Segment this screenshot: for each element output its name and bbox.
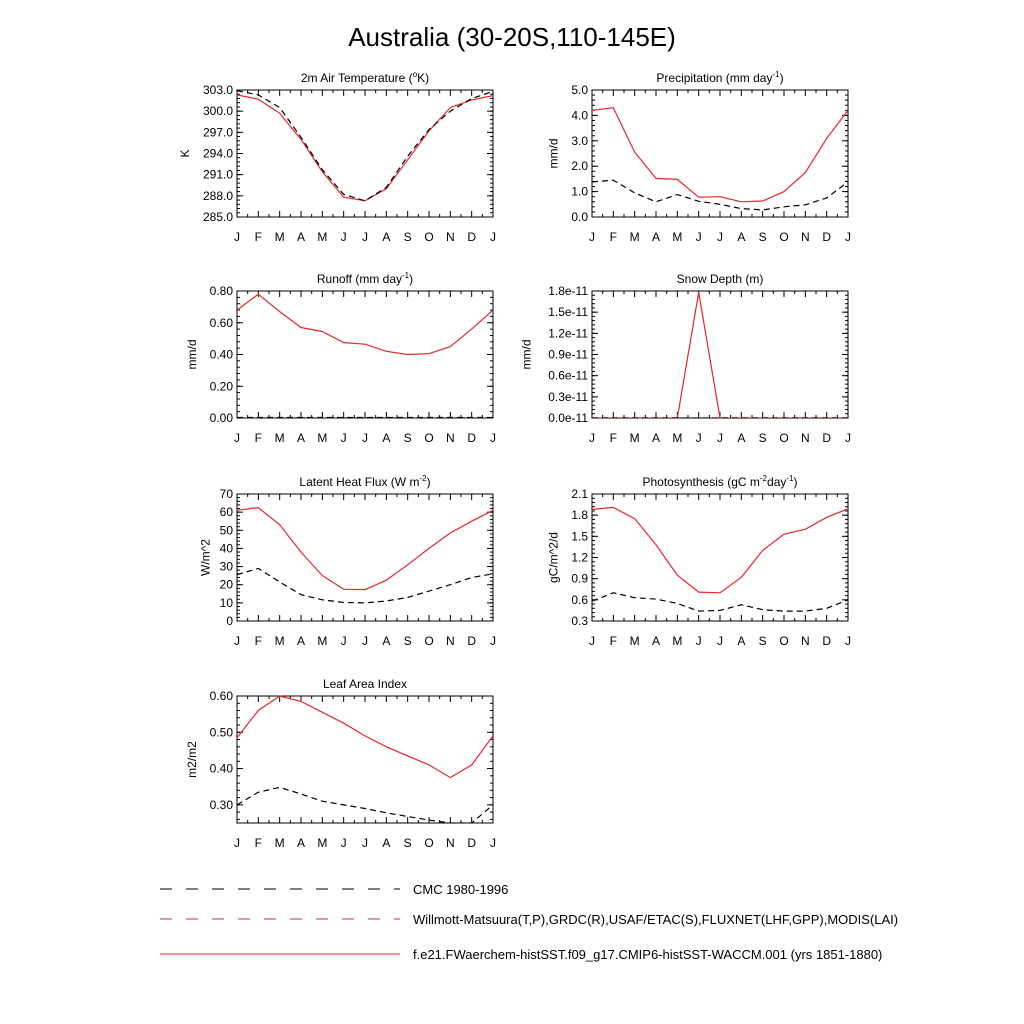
x-tick-label: J [695, 431, 702, 445]
y-tick-label: 5.0 [571, 83, 588, 97]
x-tick-label: D [467, 230, 477, 244]
x-tick-label: J [589, 431, 595, 445]
x-tick-label: F [609, 431, 618, 445]
series-line-model [237, 508, 493, 590]
x-tick-label: A [651, 230, 661, 244]
x-tick-label: J [362, 634, 368, 648]
y-tick-label: 1.0 [571, 184, 588, 199]
x-tick-label: J [490, 230, 496, 244]
y-axis-label: W/m^2 [198, 539, 213, 576]
chart-panel-1 [178, 70, 496, 244]
legend-label-cmc: CMC 1980-1996 [413, 882, 509, 897]
panel-title-part: ) [779, 71, 784, 85]
x-tick-label: A [737, 634, 746, 648]
x-tick-label: S [758, 634, 767, 648]
x-tick-label: J [845, 634, 851, 648]
y-tick-label: 297.0 [202, 125, 233, 140]
x-tick-label: N [800, 634, 810, 648]
y-tick-label: 1.5 [571, 529, 588, 544]
series-line-model [592, 108, 848, 202]
y-tick-label: 291.0 [202, 167, 233, 182]
series-line-model [592, 507, 848, 592]
y-tick-label: 294.0 [202, 146, 233, 161]
x-tick-label: J [490, 634, 496, 648]
x-tick-label: M [274, 634, 285, 648]
y-tick-label: 1.5e-11 [548, 305, 588, 320]
chart-panel-7 [185, 677, 496, 850]
x-tick-label: J [362, 230, 368, 244]
y-tick-label: 0.3e-11 [548, 389, 588, 404]
x-tick-label: S [403, 431, 412, 445]
panel-title-part: Precipitation (mm day [656, 71, 773, 85]
x-tick-label: M [629, 230, 640, 244]
x-tick-label: N [445, 836, 455, 850]
x-tick-label: N [445, 431, 455, 445]
x-tick-label: J [340, 230, 347, 244]
panel-title-part: ) [793, 475, 798, 489]
x-tick-label: J [234, 230, 240, 244]
x-tick-label: J [717, 230, 723, 244]
x-tick-label: D [822, 634, 832, 648]
y-axis-label: gC/m^2/d [546, 532, 561, 583]
x-tick-label: J [490, 836, 496, 850]
plot-frame [237, 90, 493, 217]
plot-frame [237, 291, 493, 418]
x-tick-label: M [672, 431, 683, 445]
panel-title-part: 2m Air Temperature ( [300, 71, 413, 85]
x-tick-label: J [362, 431, 368, 445]
x-tick-label: M [274, 431, 285, 445]
plot-frame [237, 494, 493, 621]
x-tick-label: J [589, 634, 595, 648]
y-tick-label: 0 [226, 614, 233, 628]
y-tick-label: 1.8 [571, 508, 588, 523]
plot-frame [592, 291, 848, 418]
figure-title: Australia (30-20S,110-145E) [348, 22, 676, 52]
panel-title [317, 271, 413, 286]
x-tick-label: J [490, 431, 496, 445]
x-tick-label: A [296, 836, 306, 850]
x-tick-label: D [822, 230, 832, 244]
y-tick-label: 0.40 [209, 347, 233, 362]
y-tick-label: 0.3 [571, 614, 588, 628]
chart-panel-6 [547, 474, 851, 648]
x-tick-label: M [629, 431, 640, 445]
y-tick-label: 300.0 [202, 104, 233, 119]
x-tick-label: D [467, 634, 477, 648]
x-tick-label: J [695, 230, 702, 244]
x-tick-label: N [800, 230, 810, 244]
chart-panel-3 [185, 271, 496, 445]
panel-title-part: Snow Depth (m) [676, 272, 764, 286]
x-tick-label: N [445, 230, 455, 244]
x-tick-label: M [317, 431, 328, 445]
plot-frame [237, 696, 493, 823]
plot-frame [592, 494, 848, 621]
y-axis-label: m2/m2 [184, 741, 199, 778]
y-tick-label: 70 [219, 487, 233, 501]
series-line-model [237, 696, 493, 778]
chart-panels [178, 70, 851, 850]
x-tick-label: F [254, 230, 263, 244]
x-tick-label: M [672, 230, 683, 244]
series-line-model [592, 292, 848, 418]
y-tick-label: 1.2 [571, 550, 588, 565]
y-tick-label: 0.0e-11 [548, 411, 588, 425]
x-tick-label: M [274, 836, 285, 850]
series-line-obs [237, 568, 493, 603]
x-tick-label: M [317, 230, 328, 244]
x-tick-label: F [254, 431, 263, 445]
panel-title [656, 70, 783, 85]
x-tick-label: O [424, 634, 434, 648]
y-tick-label: 3.0 [571, 133, 588, 148]
y-tick-label: 303.0 [202, 83, 233, 97]
series-line-obs [592, 593, 848, 611]
y-tick-label: 0.30 [209, 797, 233, 812]
x-tick-label: N [445, 634, 455, 648]
x-tick-label: S [403, 230, 412, 244]
y-tick-label: 0.60 [209, 689, 233, 703]
x-tick-label: J [234, 836, 240, 850]
y-tick-label: 0.0 [571, 210, 588, 224]
x-tick-label: D [822, 431, 832, 445]
y-tick-label: 50 [219, 523, 233, 538]
chart-panel-4 [519, 272, 851, 445]
panel-title-part: Leaf Area Index [322, 677, 408, 691]
x-tick-label: S [403, 836, 412, 850]
x-tick-label: A [382, 431, 391, 445]
x-tick-label: M [317, 634, 328, 648]
x-tick-label: O [779, 230, 789, 244]
series-line-obs [237, 91, 493, 201]
x-tick-label: D [467, 431, 477, 445]
y-tick-label: 0.50 [209, 725, 233, 740]
y-tick-label: 0.9e-11 [548, 347, 588, 362]
legend-label-model: f.e21.FWaerchem-histSST.f09_g17.CMIP6-histSST-WACCM.001 (yrs 1851-1880) [413, 947, 883, 962]
x-tick-label: F [254, 634, 263, 648]
y-axis-label: mm/d [546, 138, 561, 169]
x-tick-label: F [254, 836, 263, 850]
x-tick-label: F [609, 230, 618, 244]
x-tick-label: J [234, 634, 240, 648]
x-tick-label: J [340, 836, 347, 850]
legend-label-obs: Willmott-Matsuura(T,P),GRDC(R),USAF/ETAC(S),FLUXNET(LHF,GPP),MODIS(LAI) [413, 912, 899, 927]
y-tick-label: 40 [219, 541, 233, 556]
x-tick-label: O [424, 431, 434, 445]
series-line-model [237, 95, 493, 201]
x-tick-label: A [296, 230, 306, 244]
y-tick-label: 4.0 [571, 108, 588, 123]
x-tick-label: J [340, 634, 347, 648]
x-tick-label: O [424, 230, 434, 244]
x-tick-label: J [362, 836, 368, 850]
y-tick-label: 2.1 [571, 487, 588, 501]
x-tick-label: M [672, 634, 683, 648]
y-tick-label: 0.00 [209, 411, 233, 425]
x-tick-label: M [317, 836, 328, 850]
y-tick-label: 0.80 [209, 284, 233, 298]
chart-panel-2 [547, 70, 851, 244]
x-tick-label: A [382, 634, 391, 648]
series-line-obs [592, 180, 848, 210]
y-axis-label: mm/d [184, 339, 199, 370]
x-tick-label: A [651, 634, 661, 648]
panel-title-part: -2 [419, 474, 427, 483]
y-tick-label: 1.8e-11 [548, 284, 588, 298]
x-tick-label: S [758, 431, 767, 445]
panel-title-part: -2 [759, 474, 768, 483]
y-axis-label: K [178, 149, 192, 158]
x-tick-label: O [779, 634, 789, 648]
y-tick-label: 288.0 [202, 188, 233, 203]
chart-panel-5 [198, 474, 496, 648]
y-tick-label: 1.2e-11 [548, 326, 588, 341]
panel-title [677, 272, 764, 286]
panel-title [301, 70, 429, 85]
y-tick-label: 0.60 [209, 315, 233, 330]
x-tick-label: J [695, 634, 702, 648]
x-tick-label: J [717, 431, 723, 445]
x-tick-label: O [424, 836, 434, 850]
x-tick-label: J [845, 230, 851, 244]
x-tick-label: A [651, 431, 661, 445]
panel-title-part: -1 [772, 70, 780, 79]
x-tick-label: J [717, 634, 723, 648]
y-tick-label: 0.6 [571, 592, 588, 607]
panel-title-part: Runoff (mm day [316, 272, 403, 286]
x-tick-label: A [382, 836, 391, 850]
x-tick-label: J [845, 431, 851, 445]
y-tick-label: 30 [219, 559, 233, 574]
x-tick-label: A [382, 230, 391, 244]
x-tick-label: D [467, 836, 477, 850]
panel-title-part: ) [409, 272, 414, 286]
x-tick-label: A [737, 230, 746, 244]
x-tick-label: J [234, 431, 240, 445]
panel-title-part: -1 [402, 271, 410, 280]
x-tick-label: J [589, 230, 595, 244]
y-tick-label: 0.9 [571, 571, 588, 586]
plot-frame [592, 90, 848, 217]
panel-title [643, 474, 798, 489]
panel-title [299, 474, 430, 489]
series-line-model [237, 294, 493, 354]
panel-title [323, 677, 407, 691]
x-tick-label: O [779, 431, 789, 445]
x-tick-label: A [296, 634, 306, 648]
panel-title-part: ) [426, 475, 431, 489]
y-tick-label: 0.40 [209, 761, 233, 776]
x-tick-label: M [274, 230, 285, 244]
y-axis-label: mm/d [519, 339, 534, 370]
y-tick-label: 10 [219, 595, 233, 610]
panel-title-part: -1 [786, 474, 794, 483]
y-tick-label: 20 [219, 577, 233, 592]
panel-title-part: Photosynthesis (gC m [642, 475, 760, 489]
x-tick-label: A [737, 431, 746, 445]
x-tick-label: S [758, 230, 767, 244]
y-tick-label: 0.6e-11 [548, 368, 588, 383]
panel-title-part: day [767, 475, 787, 489]
y-tick-label: 285.0 [202, 210, 233, 224]
x-tick-label: J [340, 431, 347, 445]
panel-title-part: o [412, 70, 418, 79]
x-tick-label: S [403, 634, 412, 648]
panel-title-part: K) [417, 71, 430, 85]
legend [160, 882, 898, 962]
x-tick-label: N [800, 431, 810, 445]
panel-title-part: Latent Heat Flux (W m [299, 475, 420, 489]
y-tick-label: 0.20 [209, 379, 233, 394]
x-tick-label: M [629, 634, 640, 648]
y-tick-label: 60 [219, 505, 233, 520]
x-tick-label: F [609, 634, 618, 648]
y-tick-label: 2.0 [571, 159, 588, 174]
x-tick-label: A [296, 431, 306, 445]
